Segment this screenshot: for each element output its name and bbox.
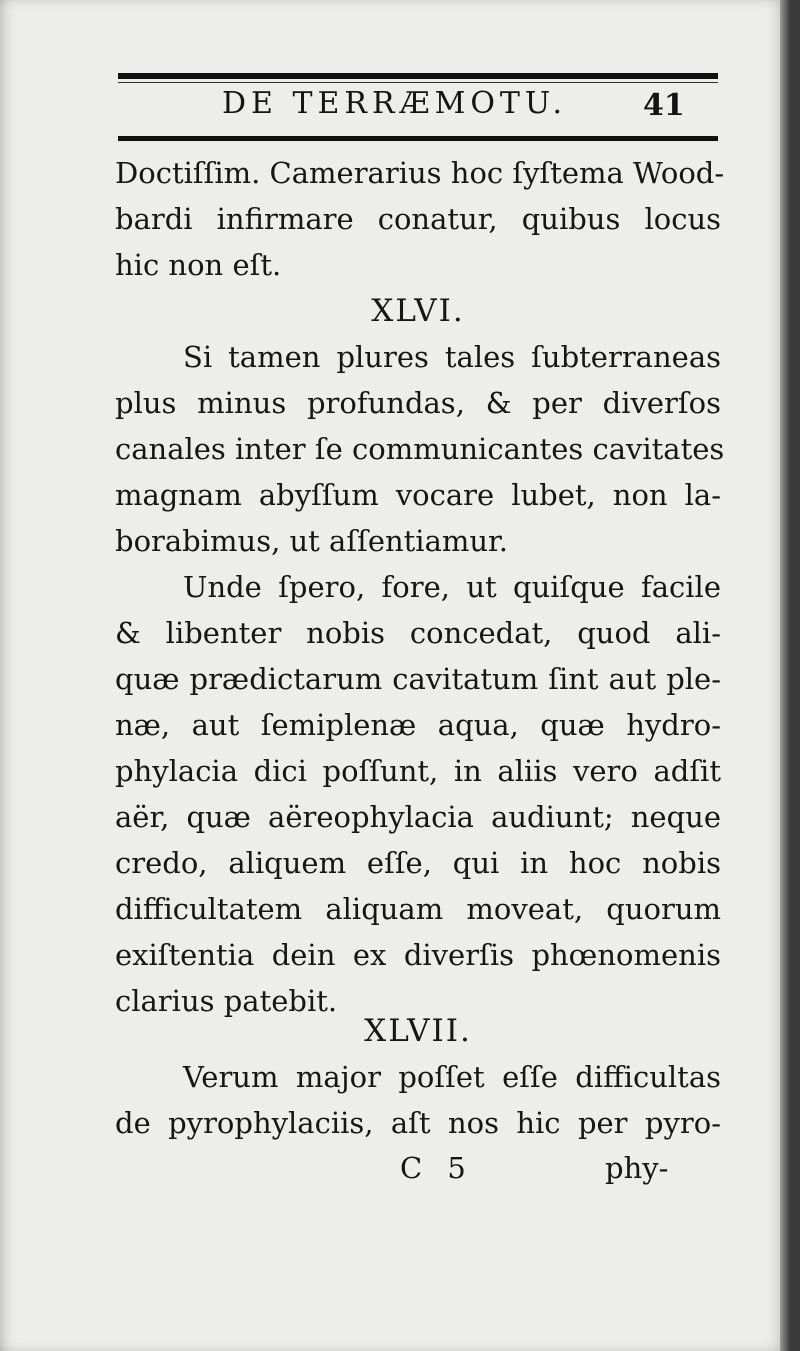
text-line: clarius patebit. <box>115 984 338 1018</box>
text-line: aër, quæ aëreophylacia audiunt; neque <box>115 800 721 834</box>
text-line: plus minus profundas, & per diverſos <box>115 386 721 420</box>
text-line: magnam abyſſum vocare lubet, non la- <box>115 478 721 512</box>
header-rule-top <box>118 73 718 79</box>
text-line: & libenter nobis concedat, quod ali- <box>115 616 721 650</box>
text-line: canales inter ſe communicantes cavitates <box>115 432 725 466</box>
text-line: quæ prædictarum cavitatum ſint aut ple- <box>115 662 721 696</box>
text-line: borabimus, ut aſſentiamur. <box>115 524 508 558</box>
section-heading: XLVI. <box>371 293 465 329</box>
section-heading: XLVII. <box>364 1013 472 1049</box>
text-line: Verum major poſſet eſſe difficultas <box>183 1060 721 1094</box>
page-number: 41 <box>643 88 685 123</box>
text-line: credo, aliquem eſſe, qui in hoc nobis <box>115 846 721 880</box>
running-head <box>0 84 800 124</box>
text-line: exiſtentia dein ex diverſis phœnomenis <box>115 938 721 972</box>
text-line: hic non eſt. <box>115 248 282 282</box>
text-line: Si tamen plures tales ſubterraneas <box>183 340 721 374</box>
catchword: phy- <box>605 1151 669 1185</box>
header-rule-bottom <box>118 136 718 141</box>
text-line: Unde ſpero, fore, ut quiſque facile <box>183 570 721 604</box>
text-line: bardi infirmare conatur, quibus locus <box>115 202 721 236</box>
text-line: næ, aut ſemiplenæ aqua, quæ hydro- <box>115 708 721 742</box>
text-line: de pyrophylaciis, aſt nos hic per pyro- <box>115 1106 721 1140</box>
header-rule-top-thin <box>118 82 718 83</box>
running-title: DE TERRÆMOTU. <box>222 86 567 121</box>
signature-mark: C 5 <box>400 1151 474 1185</box>
catchline <box>115 1145 721 1191</box>
page-edge-shadow <box>780 0 790 1351</box>
text-line: phylacia dici poſſunt, in aliis vero adſit <box>115 754 721 788</box>
text-line: Doctiſſim. Camerarius hoc ſyſtema Wood- <box>115 156 725 190</box>
text-line: difficultatem aliquam moveat, quorum <box>115 892 721 926</box>
